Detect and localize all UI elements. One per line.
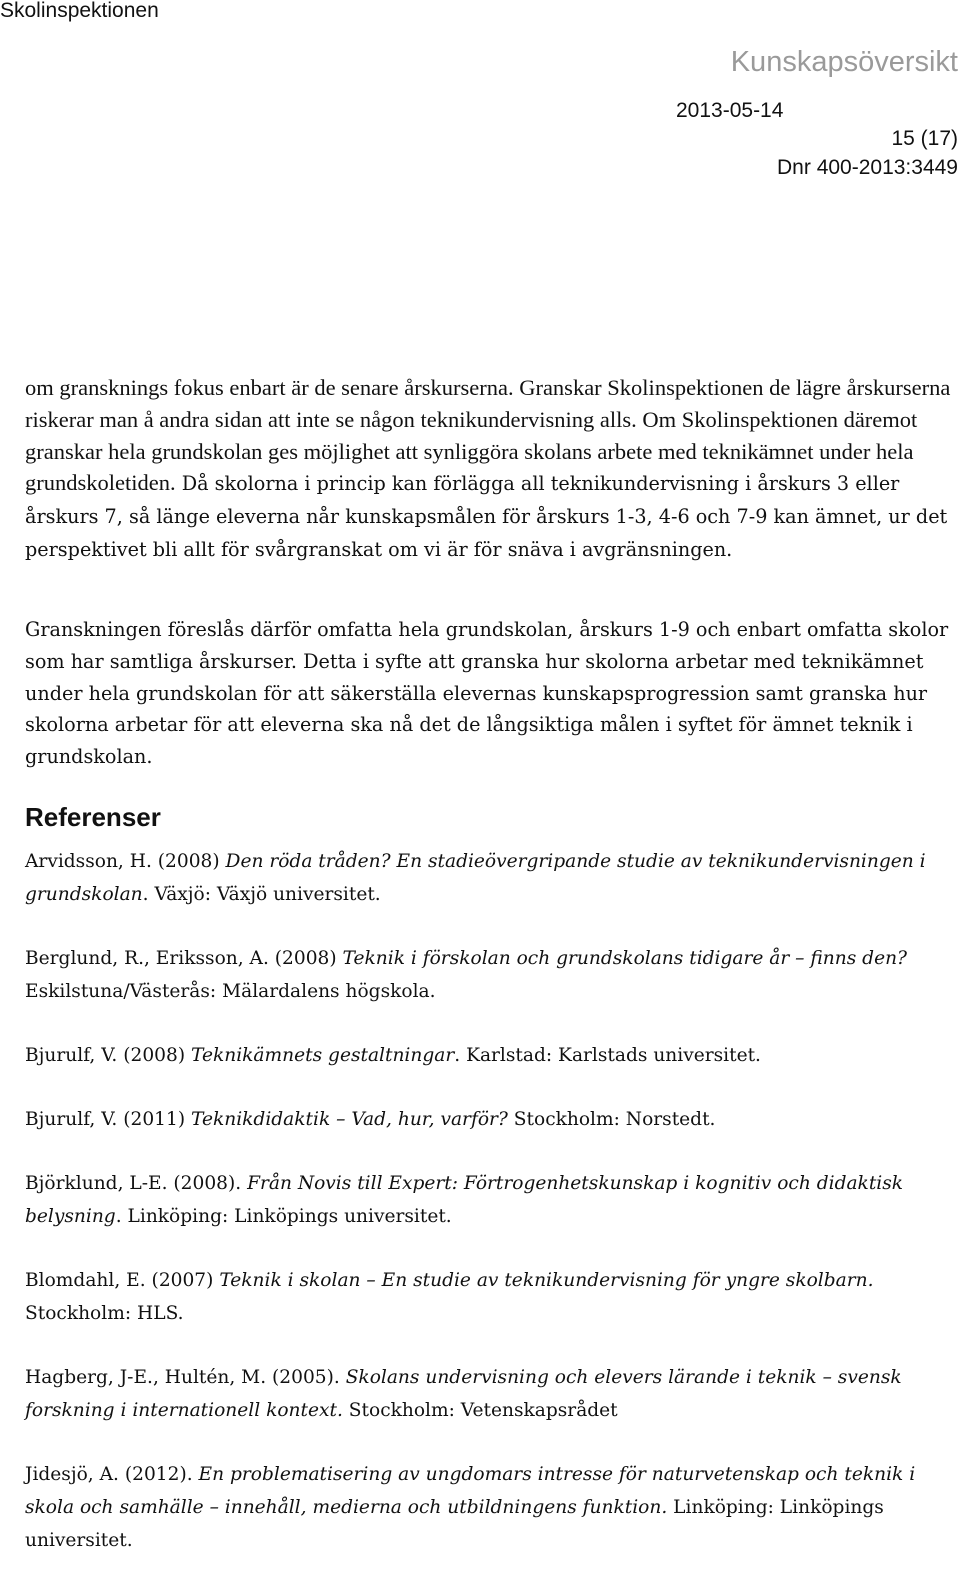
reference-item — [25, 1039, 960, 1072]
reference-publisher: Stockholm: Vetenskapsrådet — [342, 1400, 618, 1421]
reference-authors: Jidesjö, A. (2012). — [25, 1464, 199, 1485]
reference-title: Den röda tråden? En stadieövergripande studie av teknikundervisningen i grundskolan — [25, 851, 926, 905]
reference-item — [25, 1264, 960, 1330]
reference-authors: Bjurulf, V. (2008) — [25, 1045, 191, 1066]
reference-publisher: . Växjö: Växjö universitet. — [142, 884, 381, 905]
reference-title: Teknikämnets gestaltningar — [191, 1045, 455, 1066]
body-paragraph-2: Granskningen föreslås därför omfatta hela grundskolan, årskurs 1-9 och enbart omfatta skolor som har samtliga årskurser. Detta i syfte att granska hur skolorna arbetar med teknikämnet under hela grundskolan för att säkerställa elevernas kunskapsprogression samt granska hur skolorna arbetar för att eleverna ska nå det de långsiktiga målen i syftet för ämnet teknik i grundskolan. — [25, 618, 949, 769]
reference-publisher: . Linköping: Linköpings universitet. — [115, 1206, 452, 1227]
page-number: 15 (17) — [891, 127, 958, 150]
reference-item — [25, 1103, 960, 1136]
reference-publisher: Linköping: Linköpings universitet. — [25, 1497, 884, 1551]
reference-title: Teknikdidaktik – Vad, hur, varför? — [191, 1109, 508, 1130]
document-date: 2013-05-14 — [676, 99, 784, 122]
paragraph-1-part-1: om gransknings fokus enbart är de senare årskurserna. Granskar Skolinspektionen de lägre årskurserna riskerar man å andra sidan att inte se någon teknikundervisning alls. Om Skolinspektionen däremot granskar hela grundskolan ges möjlighet att synliggöra skolans arbete med teknikämnet under hela grundskoletiden. — [25, 375, 951, 496]
reference-authors: Berglund, R., Eriksson, A. (2008) — [25, 948, 343, 969]
reference-authors: Blomdahl, E. (2007) — [25, 1270, 220, 1291]
document-title: Kunskapsöversikt — [730, 46, 958, 78]
reference-authors: Arvidsson, H. (2008) — [25, 851, 226, 872]
reference-authors: Hagberg, J-E., Hultén, M. (2005). — [25, 1367, 346, 1388]
paragraph-1-part-2: Då skolorna i princip kan förlägga all teknikundervisning i årskurs 3 eller årskurs 7, så länge eleverna når kunskapsmålen för årskurs 1-3, 4-6 och 7-9 kan ämnet, ur det perspektivet bli allt för svårgranskat om vi är för snäva i avgränsningen. — [25, 472, 948, 561]
reference-item — [25, 942, 960, 1008]
reference-item — [25, 845, 960, 911]
reference-title: Teknik i skolan – En studie av teknikundervisning för yngre skolbarn. — [219, 1270, 874, 1291]
reference-item — [25, 1167, 960, 1233]
references-heading: Referenser — [25, 802, 161, 832]
organization-name: Skolinspektionen — [0, 0, 159, 22]
reference-publisher: Stockholm: HLS. — [25, 1303, 184, 1324]
reference-title: Skolans undervisning och elevers lärande i teknik – svensk forskning i internationell kontext. — [25, 1367, 902, 1421]
reference-item — [25, 1361, 960, 1427]
reference-title: En problematisering av ungdomars intresse för naturvetenskap och teknik i skola och samhälle – innehåll, medierna och utbildningens funktion. — [25, 1464, 916, 1518]
reference-publisher: Eskilstuna/Västerås: Mälardalens högskola. — [25, 981, 436, 1002]
reference-authors: Bjurulf, V. (2011) — [25, 1109, 191, 1130]
reference-item — [25, 1458, 960, 1557]
reference-title: Från Novis till Expert: Förtrogenhetskunskap i kognitiv och didaktisk belysning — [25, 1173, 904, 1227]
reference-authors: Björklund, L-E. (2008). — [25, 1173, 248, 1194]
diary-number: Dnr 400-2013:3449 — [777, 156, 958, 179]
body-paragraph-1 — [25, 372, 960, 566]
reference-publisher: . Karlstad: Karlstads universitet. — [454, 1045, 761, 1066]
reference-title: Teknik i förskolan och grundskolans tidigare år – finns den? — [342, 948, 908, 969]
reference-publisher: Stockholm: Norstedt. — [507, 1109, 716, 1130]
reference-list — [25, 845, 960, 1588]
